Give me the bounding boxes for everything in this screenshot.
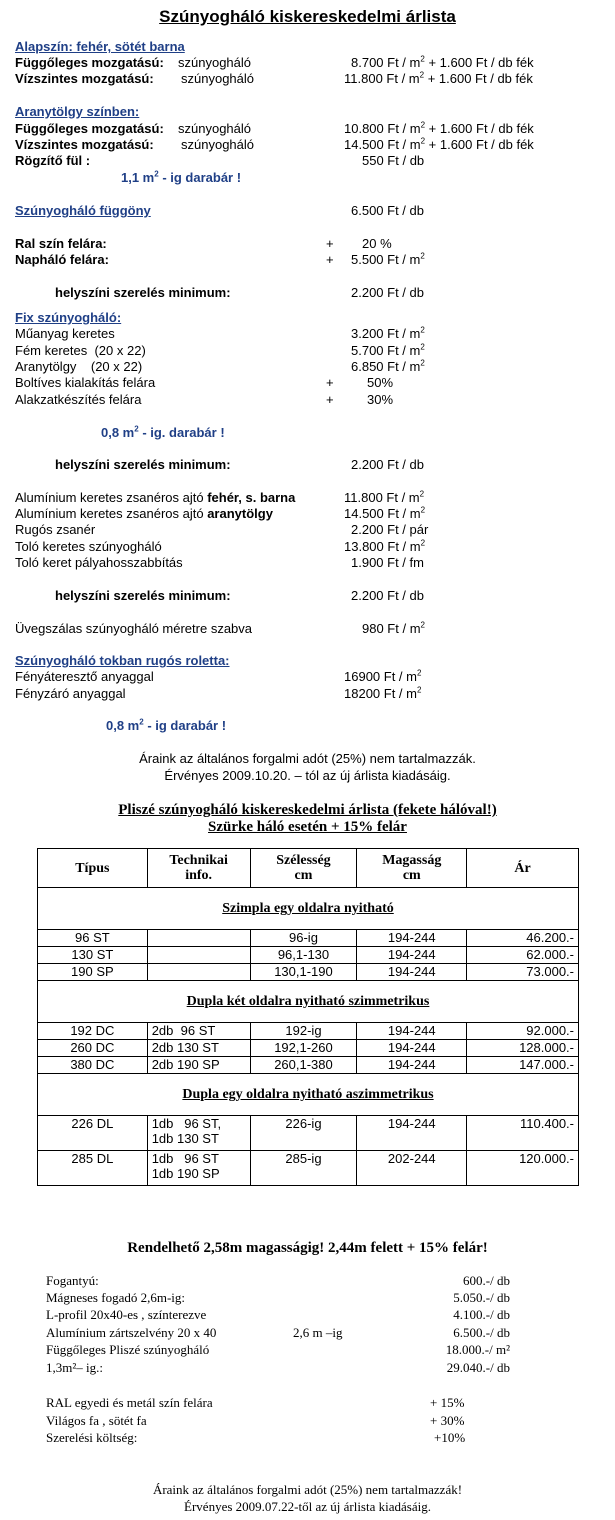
table-row xyxy=(38,964,579,981)
install-min-label: helyszíni szerelés minimum: xyxy=(55,457,231,472)
fixed-price: 30% xyxy=(367,392,394,407)
min-note: 0,8 $m^2$ - ig. darabár ! xyxy=(101,424,225,440)
cell-height: 194-244 xyxy=(357,964,467,981)
min-note: 0,8 $m^2$ - ig darabár ! xyxy=(106,717,227,733)
cell-info xyxy=(147,947,250,964)
table-row xyxy=(38,1116,579,1151)
cell-info: 1db 96 ST, 1db 130 ST xyxy=(147,1116,250,1151)
row-label: Vízszintes mozgatású: xyxy=(15,137,154,152)
row-price: 11.800 $Ft / m^2 + 1.600$ Ft / db fék xyxy=(344,70,533,86)
fixed-label: Fém keretes (20 x 22) xyxy=(15,343,146,358)
plisse-validity-note: Érvényes 2009.07.22-től az új árlista kiadásáig. xyxy=(184,1499,431,1514)
table-row xyxy=(38,1040,579,1057)
cell-width: 285-ig xyxy=(250,1151,357,1186)
install-min-price: 2.200 Ft / db xyxy=(351,588,424,603)
table-row xyxy=(38,1057,579,1074)
surcharge-sign: + xyxy=(326,236,334,251)
accessory-price: 600.-/ db xyxy=(463,1273,510,1288)
cell-price: 92.000.- xyxy=(467,1023,579,1040)
extra-value: + 30% xyxy=(430,1413,465,1428)
roller-price: 18200 Ft / $m^2$ xyxy=(344,685,422,701)
cell-width: 226-ig xyxy=(250,1116,357,1151)
cell-price: 128.000.- xyxy=(467,1040,579,1057)
roller-label: Fényáteresztő anyaggal xyxy=(15,669,154,684)
install-min-label: helyszíni szerelés minimum: xyxy=(55,588,231,603)
cell-price: 120.000.- xyxy=(467,1151,579,1186)
cell-width: 192-ig xyxy=(250,1023,357,1040)
cell-info: 1db 96 ST 1db 190 SP xyxy=(147,1151,250,1186)
row-label: Függőleges mozgatású: xyxy=(15,121,164,136)
fixed-label: Alakzatkészítés felára xyxy=(15,392,142,407)
table-row xyxy=(38,930,579,947)
table-row xyxy=(38,947,579,964)
header-info: Technikai info. xyxy=(147,849,250,888)
section-heading-base-color: Alapszín: fehér, sötét barna xyxy=(15,39,185,54)
header-width: Szélesség cm xyxy=(250,849,357,888)
cell-info: 2db 190 SP xyxy=(147,1057,250,1074)
cell-price: 46.200.- xyxy=(467,930,579,947)
door-label: Rugós zsanér xyxy=(15,522,96,537)
row-item: szúnyogháló xyxy=(181,137,254,152)
surcharge-label: Ral szín felára: xyxy=(15,236,107,251)
accessory-label: L-profil 20x40-es , színterezve xyxy=(46,1307,207,1322)
fixed-label: Műanyag keretes xyxy=(15,326,115,341)
section-title: Dupla egy oldalra nyitható aszimmetrikus xyxy=(38,1074,579,1116)
accessory-price: 5.050.-/ db xyxy=(453,1290,510,1305)
cell-type: 380 DC xyxy=(38,1057,148,1074)
curtain-price: 6.500 Ft / db xyxy=(351,203,424,218)
cell-price: 147.000.- xyxy=(467,1057,579,1074)
validity-note: Érvényes 2009.10.20. – tól az új árlista kiadásáig. xyxy=(164,768,451,783)
table-row xyxy=(38,1151,579,1186)
fixed-price: 3.200 Ft / $m^2$ xyxy=(351,325,425,341)
cell-type: 190 SP xyxy=(38,964,148,981)
cell-width: 130,1-190 xyxy=(250,964,357,981)
row-price: 8.700 $Ft / m^2 + 1.600$ Ft / db fék xyxy=(351,54,534,70)
cell-price: 110.400.- xyxy=(467,1116,579,1151)
accessory-label: 1,3m²– ig.: xyxy=(46,1360,103,1375)
section-row xyxy=(38,981,579,1023)
cell-width: 260,1-380 xyxy=(250,1057,357,1074)
cell-type: 260 DC xyxy=(38,1040,148,1057)
surcharge-value: 5.500 Ft / $m^2$ xyxy=(351,251,425,267)
cell-info: 2db 96 ST xyxy=(147,1023,250,1040)
glassfiber-label: Üvegszálas szúnyogháló méretre szabva xyxy=(15,621,253,636)
row-label: Függőleges mozgatású: xyxy=(15,55,164,70)
plisse-subtitle: Szürke háló esetén + 15% felár xyxy=(208,819,407,835)
fixed-label: Aranytölgy (20 x 22) xyxy=(15,359,143,374)
fixed-sign: + xyxy=(326,392,334,407)
surcharge-value: 20 % xyxy=(362,236,392,251)
section-row xyxy=(38,1074,579,1116)
orderable-note: Rendelhető 2,58m magasságig! 2,44m felett + 15% felár! xyxy=(127,1240,488,1256)
accessory-price: 6.500.-/ db xyxy=(453,1325,510,1340)
min-note: 1,1 $m^2$ - ig darabár ! xyxy=(121,169,242,185)
roller-label: Fényzáró anyaggal xyxy=(15,686,126,701)
fixed-price: 6.850 Ft / $m^2$ xyxy=(351,358,425,374)
cell-type: 192 DC xyxy=(38,1023,148,1040)
page-title: Szúnyogháló kiskereskedelmi árlista xyxy=(159,7,456,26)
fixed-label: Boltíves kialakítás felára xyxy=(15,375,156,390)
accessory-note: 2,6 m –ig xyxy=(293,1325,343,1340)
extra-label: Szerelési költség: xyxy=(46,1430,138,1445)
cell-height: 194-244 xyxy=(357,930,467,947)
cell-price: 62.000.- xyxy=(467,947,579,964)
section-heading-roller: Szúnyogháló tokban rugós roletta: xyxy=(15,653,230,668)
cell-width: 96,1-130 xyxy=(250,947,357,964)
cell-width: 96-ig xyxy=(250,930,357,947)
fixed-price: 5.700 Ft / $m^2$ xyxy=(351,342,425,358)
row-price: 14.500 $Ft / m^2 + 1.600$ Ft / db fék xyxy=(344,136,534,152)
table-row xyxy=(38,1023,579,1040)
section-title: Dupla két oldalra nyitható szimmetrikus xyxy=(38,981,579,1023)
row-item: szúnyogháló xyxy=(181,71,254,86)
accessory-label: Alumínium zártszelvény 20 x 40 xyxy=(46,1325,217,1340)
cell-height: 194-244 xyxy=(357,1116,467,1151)
accessory-price: 18.000.-/ m² xyxy=(445,1342,510,1357)
door-price: 14.500 Ft / $m^2$ xyxy=(344,505,426,521)
surcharge-sign: + xyxy=(326,252,334,267)
accessory-label: Mágneses fogadó 2,6m-ig: xyxy=(46,1290,186,1305)
plisse-title: Pliszé szúnyogháló kiskereskedelmi árlista (fekete hálóval!) xyxy=(118,802,497,818)
cell-type: 285 DL xyxy=(38,1151,148,1186)
row-label: Vízszintes mozgatású: xyxy=(15,71,154,86)
cell-type: 226 DL xyxy=(38,1116,148,1151)
surcharge-label: Napháló felára: xyxy=(15,252,109,267)
cell-height: 194-244 xyxy=(357,1057,467,1074)
cell-info: 2db 130 ST xyxy=(147,1040,250,1057)
section-heading-fixed: Fix szúnyogháló: xyxy=(15,310,122,325)
roller-price: 16900 Ft / $m^2$ xyxy=(344,668,422,684)
install-min-label: helyszíni szerelés minimum: xyxy=(55,285,231,300)
table-header-row xyxy=(38,849,579,888)
install-min-price: 2.200 Ft / db xyxy=(351,285,424,300)
fixed-sign: + xyxy=(326,375,334,390)
extra-value: + 15% xyxy=(430,1395,465,1410)
section-title: Szimpla egy oldalra nyitható xyxy=(38,888,579,930)
cell-height: 202-244 xyxy=(357,1151,467,1186)
cell-width: 192,1-260 xyxy=(250,1040,357,1057)
door-price: 2.200 Ft / pár xyxy=(351,522,429,537)
header-height: Magasság cm xyxy=(357,849,467,888)
cell-height: 194-244 xyxy=(357,947,467,964)
section-row xyxy=(38,888,579,930)
cell-height: 194-244 xyxy=(357,1040,467,1057)
fixed-price: 50% xyxy=(367,375,394,390)
install-min-price: 2.200 Ft / db xyxy=(351,457,424,472)
door-label: Toló keret pályahosszabbítás xyxy=(15,555,183,570)
accessory-price: 29.040.-/ db xyxy=(446,1360,510,1375)
door-price: 1.900 Ft / fm xyxy=(351,555,424,570)
vat-note: Áraink az általános forgalmi adót (25%) nem tartalmazzák. xyxy=(139,751,476,766)
cell-price: 73.000.- xyxy=(467,964,579,981)
header-type: Típus xyxy=(38,849,148,888)
cell-type: 96 ST xyxy=(38,930,148,947)
cell-height: 194-244 xyxy=(357,1023,467,1040)
section-heading-oak: Aranytölgy színben: xyxy=(15,104,140,119)
cell-info xyxy=(147,964,250,981)
plisse-vat-note: Áraink az általános forgalmi adót (25%) nem tartalmazzák! xyxy=(152,1482,463,1497)
tab-label: Rögzítő fül : xyxy=(15,153,91,168)
plisse-price-table xyxy=(37,848,579,1186)
door-price: 13.800 Ft / $m^2$ xyxy=(344,538,426,554)
door-price: 11.800 Ft / $m^2$ xyxy=(344,489,425,505)
door-label: Alumínium keretes zsanéros ajtó aranytölgy xyxy=(15,506,273,521)
glassfiber-price: 980 Ft / $m^2$ xyxy=(362,620,425,636)
accessory-label: Függőleges Pliszé szúnyogháló xyxy=(46,1342,210,1357)
row-price: 10.800 $Ft / m^2 + 1.600$ Ft / db fék xyxy=(344,120,534,136)
tab-price: 550 Ft / db xyxy=(362,153,425,168)
curtain-label: Szúnyogháló függöny xyxy=(15,203,151,218)
door-label: Alumínium keretes zsanéros ajtó fehér, s. barna xyxy=(15,490,296,505)
cell-type: 130 ST xyxy=(38,947,148,964)
row-item: szúnyogháló xyxy=(178,55,251,70)
accessory-label: Fogantyú: xyxy=(46,1273,99,1288)
accessory-price: 4.100.-/ db xyxy=(453,1307,510,1322)
extra-label: Világos fa , sötét fa xyxy=(46,1413,147,1428)
header-price: Ár xyxy=(467,849,579,888)
extra-value: +10% xyxy=(434,1430,466,1445)
door-label: Toló keretes szúnyogháló xyxy=(15,539,162,554)
cell-info xyxy=(147,930,250,947)
row-item: szúnyogháló xyxy=(178,121,251,136)
extra-label: RAL egyedi és metál szín felára xyxy=(46,1395,213,1410)
